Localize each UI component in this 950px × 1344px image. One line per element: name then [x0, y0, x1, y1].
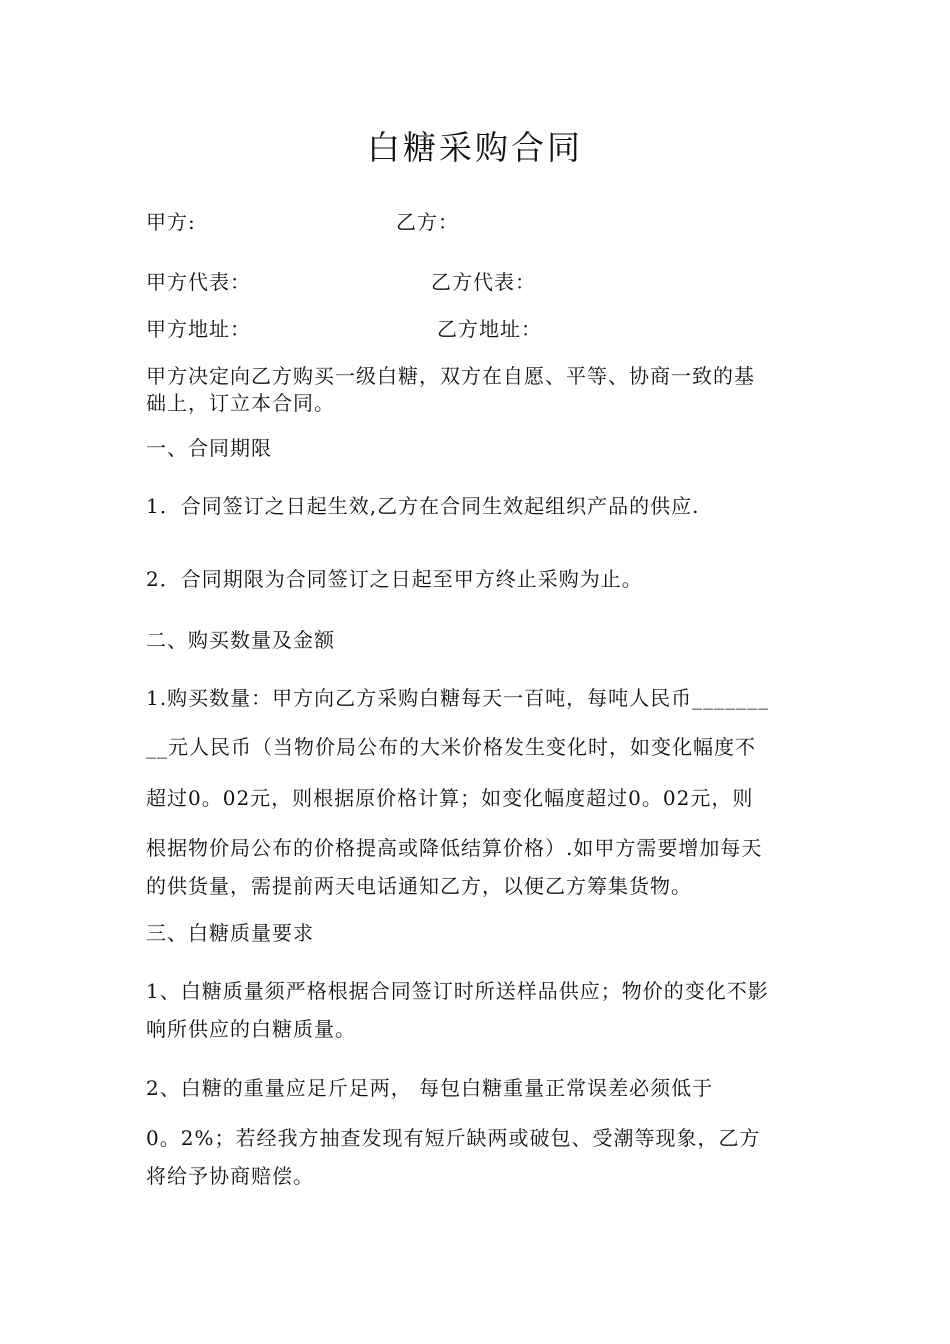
- preamble-line-1: 甲方决定向乙方购买一级白糖，双方在自愿、平等、协商一致的基: [146, 364, 755, 388]
- section-1-item-2: 2．合同期限为合同签订之日起至甲方终止采购为止。: [146, 567, 643, 591]
- party-a-rep-label: 甲方代表：: [146, 270, 251, 294]
- section-2-line-2: __元人民币（当物价局公布的大米价格发生变化时，如变化幅度不: [146, 735, 756, 759]
- section-1-item-1: 1．合同签订之日起生效,乙方在合同生效起组织产品的供应.: [146, 494, 700, 518]
- section-2-heading: 二、购买数量及金额: [146, 628, 335, 652]
- party-a-address-label: 甲方地址：: [146, 317, 251, 341]
- party-b-rep-label: 乙方代表：: [431, 270, 536, 294]
- section-3-item-2-line-1: 2、白糖的重量应足斤足两， 每包白糖重量正常误差必须低于: [146, 1076, 714, 1100]
- party-b-address-label: 乙方地址：: [437, 317, 542, 341]
- section-3-heading: 三、白糖质量要求: [146, 921, 314, 945]
- section-1-heading: 一、合同期限: [146, 436, 272, 460]
- section-3-item-1-line-1: 1、白糖质量须严格根据合同签订时所送样品供应；物价的变化不影: [146, 979, 769, 1003]
- contract-title: 白糖采购合同: [367, 128, 583, 167]
- preamble-line-2: 础上，订立本合同。: [146, 391, 335, 415]
- section-3-item-2-line-3: 将给予协商赔偿。: [146, 1164, 314, 1188]
- section-2-line-5: 的供货量，需提前两天电话通知乙方，以便乙方筹集货物。: [146, 874, 692, 898]
- section-3-item-2-line-2: 0。2%；若经我方抽查发现有短斤缺两或破包、受潮等现象，乙方: [146, 1126, 761, 1150]
- section-2-line-3: 超过0。02元，则根据原价格计算；如变化幅度超过0。02元，则: [146, 786, 754, 810]
- party-b-label: 乙方：: [396, 210, 459, 234]
- party-a-label: 甲方:: [146, 210, 196, 234]
- section-3-item-1-line-2: 响所供应的白糖质量。: [146, 1017, 356, 1041]
- section-2-line-1: 1.购买数量：甲方向乙方采购白糖每天一百吨，每吨人民币_______: [146, 686, 770, 710]
- section-2-line-4: 根据物价局公布的价格提高或降低结算价格）.如甲方需要增加每天: [146, 836, 763, 860]
